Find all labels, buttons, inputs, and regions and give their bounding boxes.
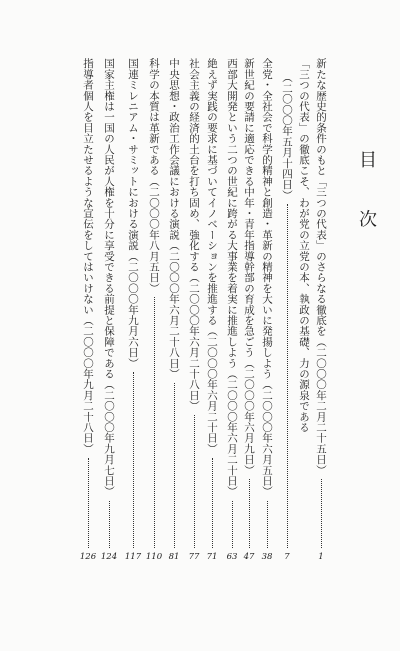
toc-entry-text[interactable]: 西部大開発という二つの世紀に跨がる大事業を着実に推進しよう（二〇〇〇年六月二十日） (226, 58, 238, 497)
leader-dots (88, 458, 91, 548)
page-number: 63 (226, 552, 238, 562)
leader-dots (194, 415, 197, 548)
toc-entry-text[interactable]: （二〇〇〇年五月十四日） (281, 72, 293, 200)
leader-dots (287, 204, 290, 548)
toc-entry-text[interactable]: 中央思想・政治工作会議における演説（二〇〇〇年六月二十八日） (168, 58, 180, 379)
toc-entry-text[interactable]: 新たな歴史的条件のもと「三つの代表」のさらなる徹底を（二〇〇〇年二月二十五日） (315, 58, 327, 475)
leader-dots (249, 479, 252, 548)
toc-entry-text[interactable]: 社会主義の経済的土台を打ち固め、強化する（二〇〇〇年六月二十八日） (188, 58, 200, 411)
toc-entry-text[interactable]: 絶えず実践の要求に基づいてイノベーションを推進する（二〇〇〇年六月二十日） (206, 58, 218, 454)
leader-dots (154, 297, 157, 548)
page-number: 77 (188, 552, 200, 562)
toc-entry-text[interactable]: 「三つの代表」の徹底こそ、わが党の立党の本、執政の基礎、力の源泉である (298, 58, 310, 433)
toc-entry-text[interactable]: 科学の本質は革新である（二〇〇〇年八月五日） (148, 58, 160, 293)
toc-entry-text[interactable]: 指導者個人を目立たせるような宣伝をしてはいけない（二〇〇〇年九月二十八日） (82, 58, 94, 454)
leader-dots (321, 479, 324, 548)
page-number: 71 (206, 552, 218, 562)
page-number: 7 (284, 552, 290, 562)
page-number: 110 (145, 552, 163, 562)
leader-dots (232, 501, 235, 548)
leader-dots (133, 372, 136, 548)
page-number: 1 (318, 552, 324, 562)
toc-entry-text[interactable]: 全党・全社会で科学的精神と創造・革新の精神を大いに発揚しよう（二〇〇〇年六月五日） (261, 58, 273, 497)
toc-entry-text[interactable]: 新世紀の要請に適応できる中年・青年指導幹部の育成を急ごう（二〇〇〇年六月九日） (243, 58, 255, 475)
toc-entry-text[interactable]: 国連ミレニアム・サミットにおける演説（二〇〇〇年九月六日） (127, 58, 139, 368)
leader-dots (267, 501, 270, 548)
page-number: 47 (243, 552, 255, 562)
page-number: 126 (79, 552, 97, 562)
toc-entry-text[interactable]: 国家主権は一国の人民が人権を十分に享受できる前提と保障である（二〇〇〇年九月七日） (103, 58, 115, 497)
leader-dots (109, 501, 112, 548)
leader-dots (212, 458, 215, 548)
toc-title: 目 次 (356, 150, 377, 246)
page-number: 117 (124, 552, 142, 562)
page-number: 38 (261, 552, 273, 562)
page-number: 81 (168, 552, 180, 562)
leader-dots (174, 383, 177, 548)
page-number: 124 (100, 552, 118, 562)
